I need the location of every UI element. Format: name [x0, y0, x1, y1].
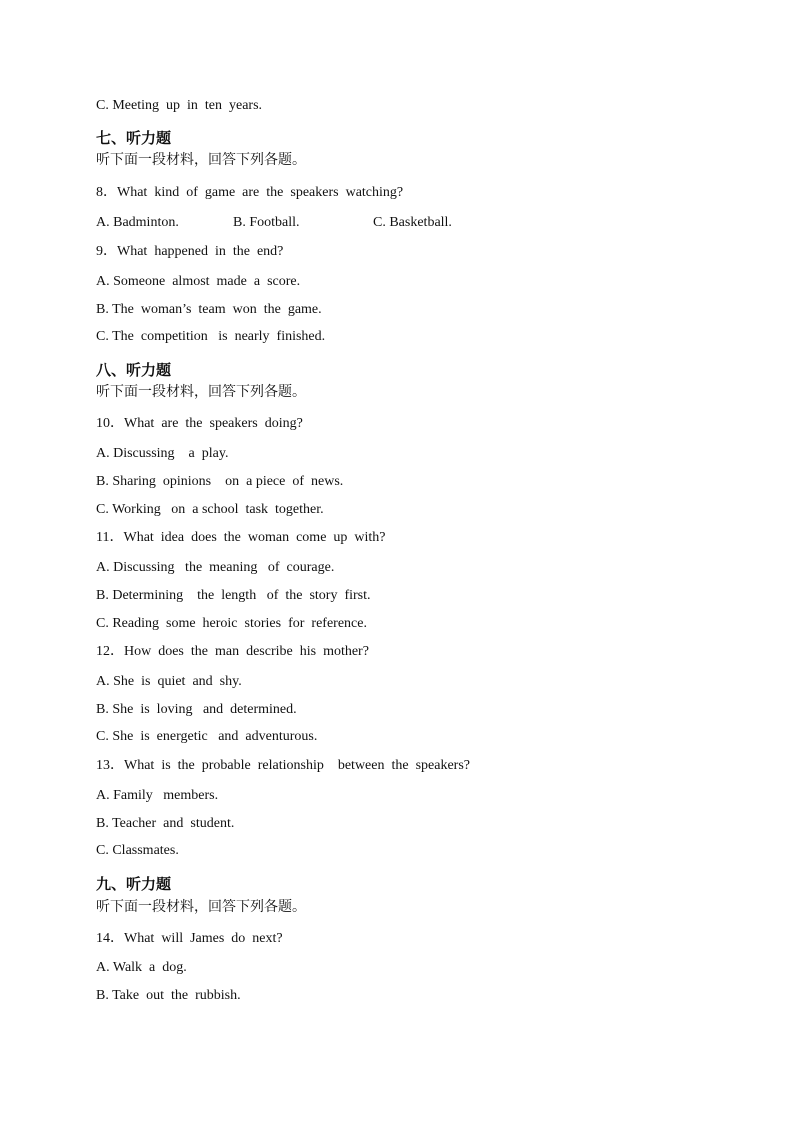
option-c-q11: C. Reading some heroic stories for reference. — [96, 616, 367, 631]
section-instruction-9: 听下面一段材料，回答下列各题。 — [96, 899, 306, 915]
option-a-q11: A. Discussing the meaning of courage. — [96, 560, 335, 575]
option-b-q13: B. Teacher and student. — [96, 816, 235, 831]
section-instruction-8: 听下面一段材料，回答下列各题。 — [96, 384, 306, 400]
question-8-options — [96, 214, 596, 232]
question-14: 14．What will James do next? — [96, 931, 283, 946]
section-heading-7: 七、听力题 — [96, 129, 172, 147]
section-heading-9: 九、听力题 — [96, 875, 172, 893]
question-13: 13．What is the probable relationship between the speakers? — [96, 758, 470, 773]
option-c-q7: C. Meeting up in ten years. — [96, 98, 263, 113]
question-8: 8．What kind of game are the speakers watching? — [96, 185, 404, 200]
option-c-q13: C. Classmates. — [96, 843, 179, 858]
option-a-q14: A. Walk a dog. — [96, 960, 187, 975]
option-a-q13: A. Family members. — [96, 788, 219, 803]
option-a-q9: A. Someone almost made a score. — [96, 274, 301, 289]
option-a-q10: A. Discussing a play. — [96, 446, 229, 461]
option-c-q8: C. Basketball. — [373, 215, 452, 230]
option-b-q11: B. Determining the length of the story first. — [96, 588, 371, 603]
option-a-q8: A. Badminton. — [96, 215, 179, 230]
option-c-q12: C. She is energetic and adventurous. — [96, 729, 318, 744]
option-b-q10: B. Sharing opinions on a piece of news. — [96, 474, 344, 489]
question-12: 12．How does the man describe his mother? — [96, 644, 369, 659]
question-10: 10．What are the speakers doing? — [96, 416, 303, 431]
section-instruction-7: 听下面一段材料，回答下列各题。 — [96, 152, 306, 168]
option-b-q9: B. The woman’s team won the game. — [96, 302, 322, 317]
option-b-q14: B. Take out the rubbish. — [96, 988, 241, 1003]
question-11: 11．What idea does the woman come up with? — [96, 530, 386, 545]
section-heading-8: 八、听力题 — [96, 361, 172, 379]
option-b-q12: B. She is loving and determined. — [96, 702, 297, 717]
option-a-q12: A. She is quiet and shy. — [96, 674, 242, 689]
option-c-q9: C. The competition is nearly finished. — [96, 329, 326, 344]
option-b-q8: B. Football. — [233, 215, 300, 230]
question-9: 9．What happened in the end? — [96, 244, 284, 259]
option-c-q10: C. Working on a school task together. — [96, 502, 324, 517]
